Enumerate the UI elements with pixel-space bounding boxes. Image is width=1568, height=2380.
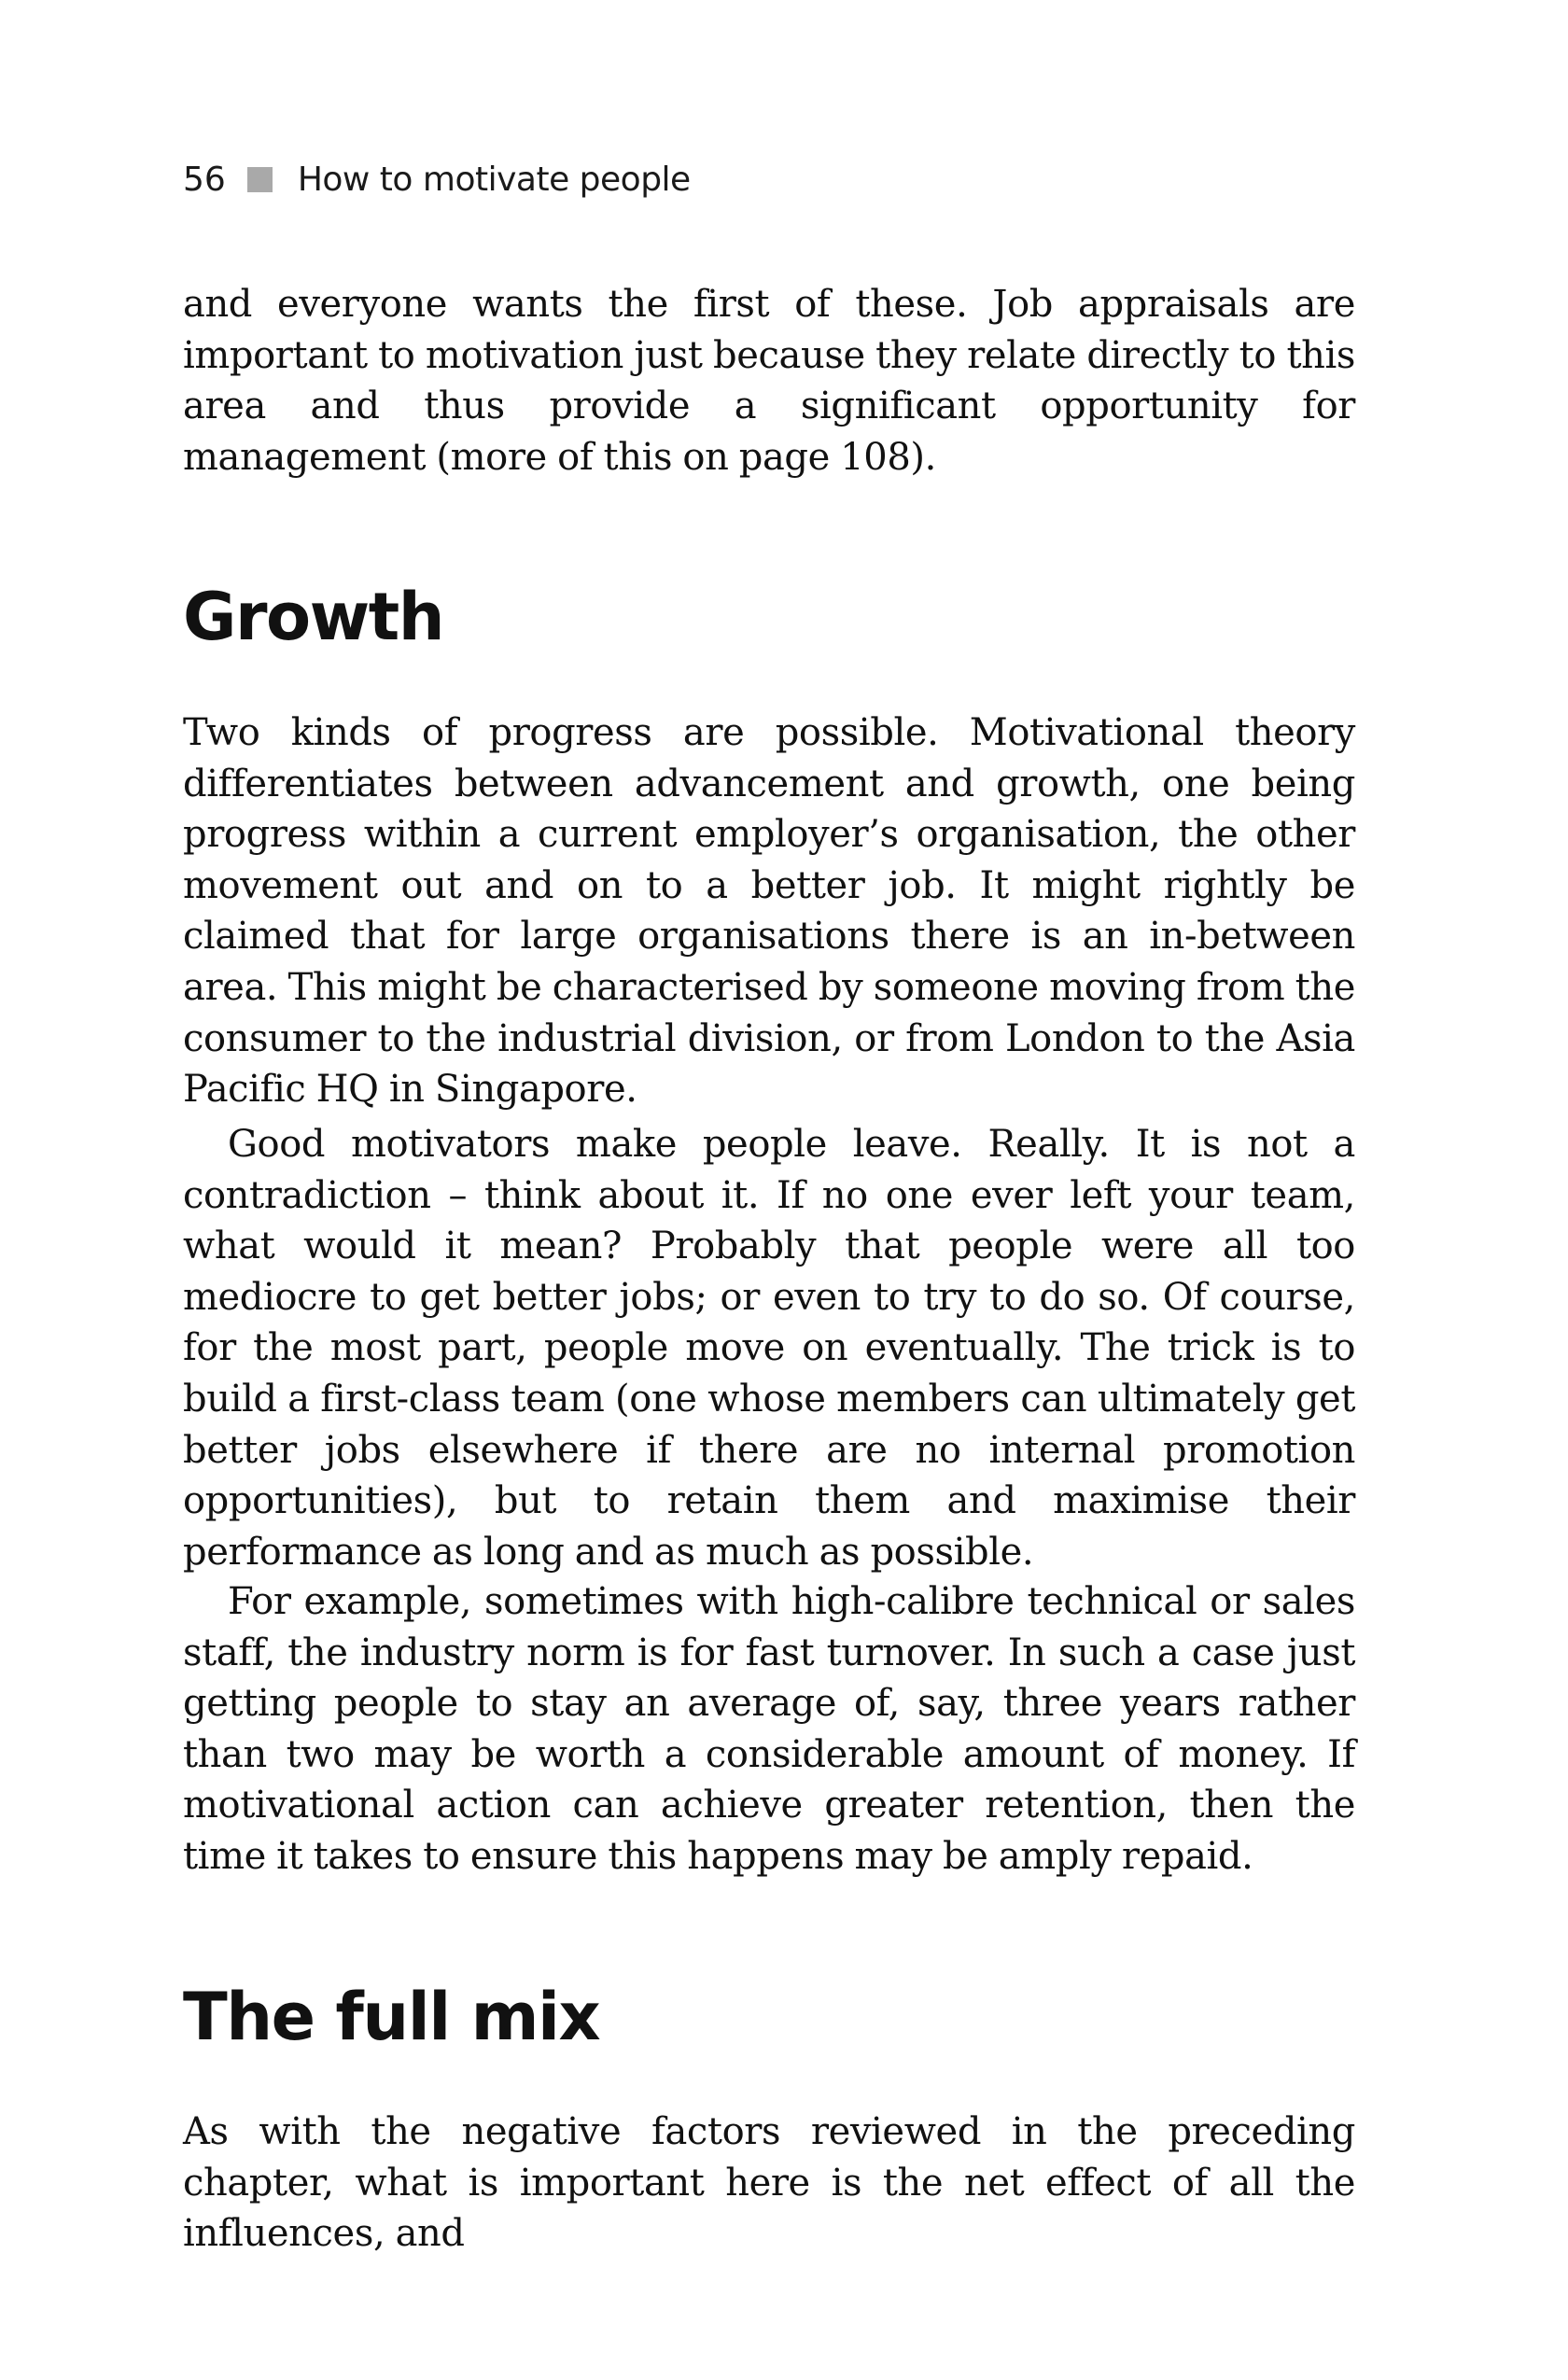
- page-number: 56: [183, 161, 226, 199]
- growth-paragraph-1: Two kinds of progress are possible. Motivational theory differentiates between advancement and growth, one being progress within a current employer’s organisation, the other movement out and on to a better job. It might rightly be claimed that for large organisations there is an in-between area. This might be characterised by someone moving from the consumer to the industrial division, or from London to the Asia Pacific HQ in Singapore.: [183, 711, 1355, 1112]
- full-mix-paragraph-1: As with the negative factors reviewed in the preceding chapter, what is important here is the net effect of all the influences, and: [183, 2110, 1355, 2256]
- running-title: How to motivate people: [297, 161, 691, 199]
- gray-square-icon: [247, 167, 273, 192]
- running-head: [183, 161, 691, 199]
- growth-paragraph-3: For example, sometimes with high-calibre technical or sales staff, the industry norm is for fast turnover. In such a case just getting people to stay an average of, say, three years rather than two may be worth a considerable amount of money. If motivational action can achieve greater retention, then the time it takes to ensure this happens may be amply repaid.: [183, 1580, 1355, 1878]
- intro-paragraph: and everyone wants the first of these. Job appraisals are important to motivation just because they relate directly to this area and thus provide a significant opportunity for management (more of this on page 108).: [183, 283, 1355, 479]
- section-heading-full-mix: The full mix: [183, 1979, 600, 2055]
- section-heading-growth: Growth: [183, 579, 444, 655]
- growth-paragraph-2: Good motivators make people leave. Really. It is not a contradiction – think about it. If no one ever left your team, what would it mean? Probably that people were all too mediocre to get better jobs; or even to try to do so. Of course, for the most part, people move on eventually. The trick is to build a first-class team (one whose members can ultimately get better jobs elsewhere if there are no internal promotion opportunities), but to retain them and maximise their performance as long and as much as possible.: [183, 1123, 1355, 1574]
